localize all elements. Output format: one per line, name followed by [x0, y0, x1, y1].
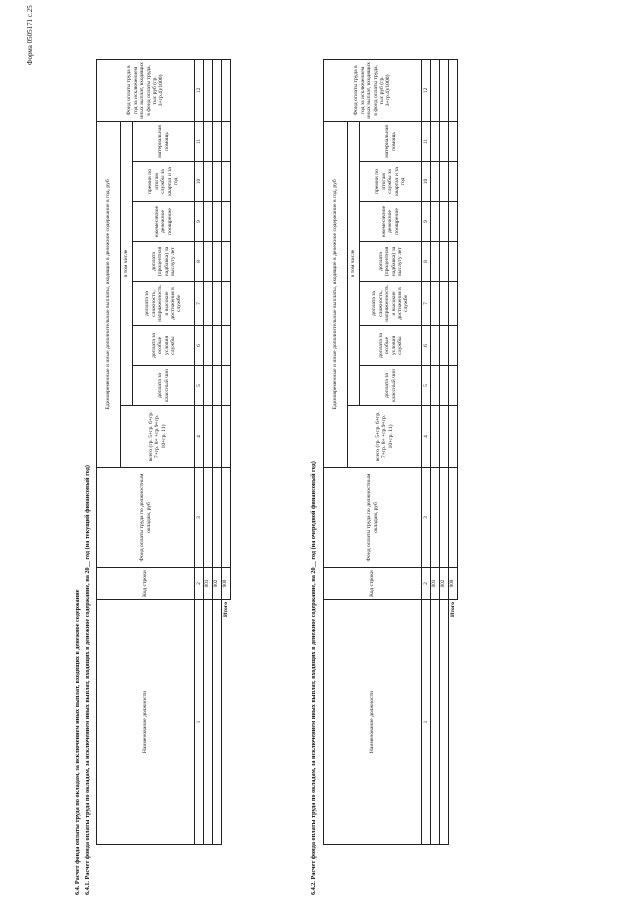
table-row: [431, 59, 440, 844]
header-incentive: ежемесячное денежное поощрение: [133, 202, 195, 242]
col-number: 5: [195, 366, 204, 406]
total-label: Итого: [222, 600, 231, 845]
col-number: 1: [422, 600, 431, 845]
col-number: 8: [422, 242, 431, 282]
col-number: 5: [422, 366, 431, 406]
header-class-rank: доплата за классный чин: [133, 366, 195, 406]
row-code: 002: [213, 568, 222, 600]
row-code: 900: [449, 568, 458, 600]
row-code: 001: [204, 568, 213, 600]
header-fot-total: Фонд оплаты труда в год за исключением иных выплат, входящих в фонд оплаты труда, тыс руб (гр. 3+гр.4)/1000): [97, 59, 195, 121]
table-row: [204, 59, 213, 844]
col-number: 3: [422, 468, 431, 568]
header-material-aid: материальная помощь: [133, 121, 195, 161]
header-bonus: премии по итогам службы за квартал и за год: [360, 162, 422, 202]
col-number: 9: [195, 202, 204, 242]
header-position: Наименование должности: [97, 600, 195, 845]
header-special-conditions: доплата за особые условия службы: [133, 326, 195, 366]
header-bonus: премии по итогам службы за квартал и за год: [133, 162, 195, 202]
row-code: 001: [431, 568, 440, 600]
col-number: 11: [195, 121, 204, 161]
col-number: 4: [422, 406, 431, 468]
table-row-total: [449, 59, 458, 844]
col-number: 11: [422, 121, 431, 161]
col-number: 7: [422, 282, 431, 326]
header-fot-total: Фонд оплаты труда в год за исключением иных выплат, входящих в фонд оплаты труда, тыс руб (гр. 3+гр.4)/1000): [324, 59, 422, 121]
header-code: Код строки: [97, 568, 195, 600]
section-heading: 6.4. Расчет фонда оплаты труда по окладам, за исключением иных выплат, входящих в денежное содержание: [74, 589, 81, 895]
header-material-aid: материальная помощь: [360, 121, 422, 161]
payroll-table-current-year: [96, 59, 231, 845]
col-number: 3: [195, 468, 204, 568]
form-code: Форма 0505171 с.25: [26, 5, 34, 65]
header-code: Код строки: [324, 568, 422, 600]
subsection-heading-next-year: 6.4.2. Расчет фонда оплаты труда по окладам, за исключением иных выплат, входящих в денежное содержание, на 20__ год (на очередной финансовый год): [310, 461, 317, 895]
row-code: 900: [222, 568, 231, 600]
total-label: Итого: [449, 600, 458, 845]
col-number: 4: [195, 406, 204, 468]
header-including: в том числе: [348, 121, 360, 405]
header-complexity: доплата за сложность, напряженность и высокие достижения в службе: [360, 282, 422, 326]
header-position: Наименование должности: [324, 600, 422, 845]
table-row: [213, 59, 222, 844]
col-number: 1: [195, 600, 204, 845]
header-seniority: доплата (процентная надбавка) за выслугу лет: [133, 242, 195, 282]
col-number: 12: [195, 59, 204, 121]
header-class-rank: доплата за классный чин: [360, 366, 422, 406]
payroll-table-next-year: [323, 59, 458, 845]
table-row: [440, 59, 449, 844]
col-number: 12: [422, 59, 431, 121]
header-total: всего (гр. 5+гр. 6+гр. 7+гр. 8+ +гр.9+гр. 10+гр. 11): [348, 406, 422, 468]
header-extra-payments: Единовременные и иные дополнительные выплаты, входящие в денежное содержание в год, руб: [97, 121, 121, 467]
subsection-heading-current-year: 6.4.1. Расчет фонда оплаты труда по окладам, за исключением иных выплат, входящих в денежное содержание, на 20__ год (на текущий финансовый год): [84, 465, 91, 895]
col-number: 6: [195, 326, 204, 366]
header-special-conditions: доплата за особые условия службы: [360, 326, 422, 366]
col-number: 9: [422, 202, 431, 242]
header-seniority: доплата (процентная надбавка) за выслугу лет: [360, 242, 422, 282]
header-incentive: ежемесячное денежное поощрение: [360, 202, 422, 242]
col-number: 10: [195, 162, 204, 202]
col-number: 7: [195, 282, 204, 326]
header-fund: Фонд оплаты труда по должностным окладам, руб: [324, 468, 422, 568]
header-including: в том числе: [121, 121, 133, 405]
header-complexity: доплата за сложность, напряженность и высокие достижения в службе: [133, 282, 195, 326]
header-total: всего (гр. 5+гр. 6+гр. 7+гр. 8+ +гр.9+гр. 10+гр. 11): [121, 406, 195, 468]
col-number: 2: [422, 568, 431, 600]
header-fund: Фонд оплаты труда по должностным окладам, руб: [97, 468, 195, 568]
header-extra-payments: Единовременные и иные дополнительные выплаты, входящие в денежное содержание в год, руб: [324, 121, 348, 467]
col-number: 6: [422, 326, 431, 366]
col-number: 8: [195, 242, 204, 282]
table-row-total: [222, 59, 231, 844]
col-number: 10: [422, 162, 431, 202]
col-number: 2: [195, 568, 204, 600]
row-code: 002: [440, 568, 449, 600]
